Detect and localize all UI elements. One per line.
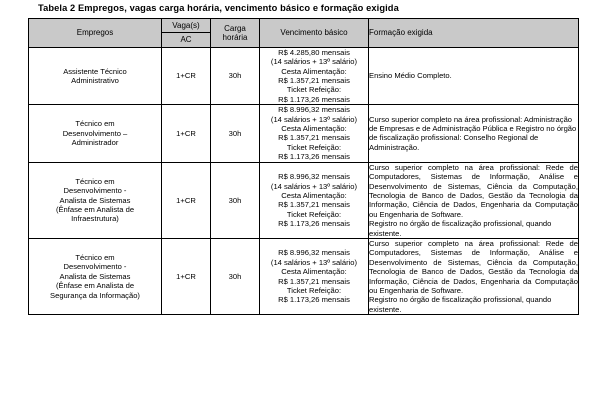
formacao-paragraph: Curso superior completo na área profissional: Administração de Empresas e de Administração Pública e Registro no órgão de fiscalização profissional: Conselho Regional de Administração. <box>369 114 577 152</box>
column-header-formacao-exigida: Formação exigida <box>369 19 579 48</box>
emprego-line: Administrativo <box>71 76 119 86</box>
cell-formacao-exigida <box>369 238 579 314</box>
cell-emprego <box>29 105 162 162</box>
vencimento-line: (14 salários + 13º salário) <box>270 57 358 67</box>
emprego-line: Assistente Técnico <box>63 66 127 76</box>
table-row <box>29 238 579 314</box>
formacao-paragraph: Curso superior completo na área profissional: Rede de Computadores, Sistemas de Informação, Análise e Desenvolvimento de Sistemas, Ciência da Computação, Tecnologia de Banco de Dados, Gestão da Tecnologia da Informação, Ciência de Dados, Engenharia da Computação ou Engenharia de Software. <box>369 238 578 295</box>
empregos-table <box>28 18 579 315</box>
cell-formacao-exigida <box>369 105 579 162</box>
cell-vencimento-basico <box>260 47 369 104</box>
table-header-row <box>29 19 579 48</box>
emprego-line: Analista de Sistemas <box>59 195 131 205</box>
column-header-empregos: Empregos <box>29 19 162 48</box>
emprego-line: Infraestrutura) <box>71 214 119 224</box>
cell-emprego <box>29 238 162 314</box>
vencimento-line: (14 salários + 13º salário) <box>270 257 358 267</box>
cell-vagas: 1+CR <box>162 47 211 104</box>
vencimento-line: R$ 1.357,21 mensais <box>278 133 350 143</box>
vencimento-line: R$ 1.173,26 mensais <box>278 152 350 162</box>
vencimento-line: R$ 1.357,21 mensais <box>278 200 350 210</box>
vencimento-line: R$ 1.173,26 mensais <box>278 219 350 229</box>
vencimento-line: R$ 1.357,21 mensais <box>278 76 350 86</box>
table-caption: Tabela 2 Empregos, vagas carga horária, vencimento básico e formação exigida <box>38 3 399 13</box>
vencimento-line: R$ 1.357,21 mensais <box>278 276 350 286</box>
column-header-carga-horaria <box>211 19 260 48</box>
formacao-paragraph: Registro no órgão de fiscalização profissional, quando existente. <box>369 295 552 314</box>
emprego-line: Desenvolvimento - <box>63 186 127 196</box>
vencimento-line: Cesta Alimentação: <box>281 190 347 200</box>
cell-emprego <box>29 162 162 238</box>
vencimento-line: R$ 4.285,80 mensais <box>278 47 350 57</box>
cell-formacao-exigida <box>369 47 579 104</box>
emprego-line: (Ênfase em Analista de <box>55 281 135 291</box>
cell-vagas: 1+CR <box>162 162 211 238</box>
vencimento-line: Ticket Refeição: <box>286 85 342 95</box>
cell-vencimento-basico <box>260 162 369 238</box>
column-header-vagas-ac: AC <box>180 35 192 45</box>
cell-carga-horaria: 30h <box>211 47 260 104</box>
cell-carga-horaria: 30h <box>211 105 260 162</box>
column-header-vagas-label: Vaga(s) <box>162 19 210 33</box>
emprego-line: Técnico em <box>75 176 115 186</box>
emprego-line: Técnico em <box>75 119 115 129</box>
cell-vagas: 1+CR <box>162 238 211 314</box>
table-row <box>29 105 579 162</box>
vencimento-line: Cesta Alimentação: <box>281 267 347 277</box>
cell-carga-horaria: 30h <box>211 162 260 238</box>
vencimento-line: Ticket Refeição: <box>286 209 342 219</box>
emprego-line: Desenvolvimento - <box>63 262 127 272</box>
cell-vagas: 1+CR <box>162 105 211 162</box>
vagas-header-split <box>162 19 210 47</box>
vencimento-line: R$ 1.173,26 mensais <box>278 94 350 104</box>
table-header <box>29 19 579 48</box>
formacao-paragraph: Ensino Médio Completo. <box>369 71 452 81</box>
vencimento-line: Ticket Refeição: <box>286 142 342 152</box>
vencimento-line: (14 salários + 13º salário) <box>270 114 358 124</box>
vencimento-line: Cesta Alimentação: <box>281 124 347 134</box>
formacao-paragraph: Registro no órgão de fiscalização profissional, quando existente. <box>369 219 552 238</box>
emprego-line: Segurança da Informação) <box>50 290 140 300</box>
carga-header-line-1: Carga <box>224 23 246 33</box>
column-header-vencimento-basico: Vencimento básico <box>260 19 369 48</box>
vencimento-line: R$ 1.173,26 mensais <box>278 295 350 305</box>
table-row <box>29 47 579 104</box>
table-body <box>29 47 579 314</box>
emprego-line: (Ênfase em Analista de <box>55 205 135 215</box>
carga-header-line-2: horária <box>222 32 248 42</box>
emprego-line: Analista de Sistemas <box>59 271 131 281</box>
table-row <box>29 162 579 238</box>
cell-vencimento-basico <box>260 238 369 314</box>
vencimento-line: R$ 8.996,32 mensais <box>278 105 350 115</box>
emprego-line: Desenvolvimento – <box>62 128 128 138</box>
column-header-vagas <box>162 19 211 48</box>
cell-carga-horaria: 30h <box>211 238 260 314</box>
vencimento-line: (14 salários + 13º salário) <box>270 181 358 191</box>
emprego-line: Técnico em <box>75 253 115 263</box>
vencimento-line: Ticket Refeição: <box>286 285 342 295</box>
cell-emprego <box>29 47 162 104</box>
emprego-line: Administrador <box>71 138 119 148</box>
formacao-paragraph: Curso superior completo na área profissional: Rede de Computadores, Sistemas de Informação, Análise e Desenvolvimento de Sistemas, Ciência da Computação, Tecnologia de Banco de Dados, Gestão da Tecnologia da Informação, Ciência de Dados, Engenharia da Computação ou Engenharia de Software. <box>369 162 578 219</box>
vencimento-line: R$ 8.996,32 mensais <box>278 172 350 182</box>
vencimento-line: Cesta Alimentação: <box>281 66 347 76</box>
cell-formacao-exigida <box>369 162 579 238</box>
vencimento-line: R$ 8.996,32 mensais <box>278 248 350 258</box>
cell-vencimento-basico <box>260 105 369 162</box>
